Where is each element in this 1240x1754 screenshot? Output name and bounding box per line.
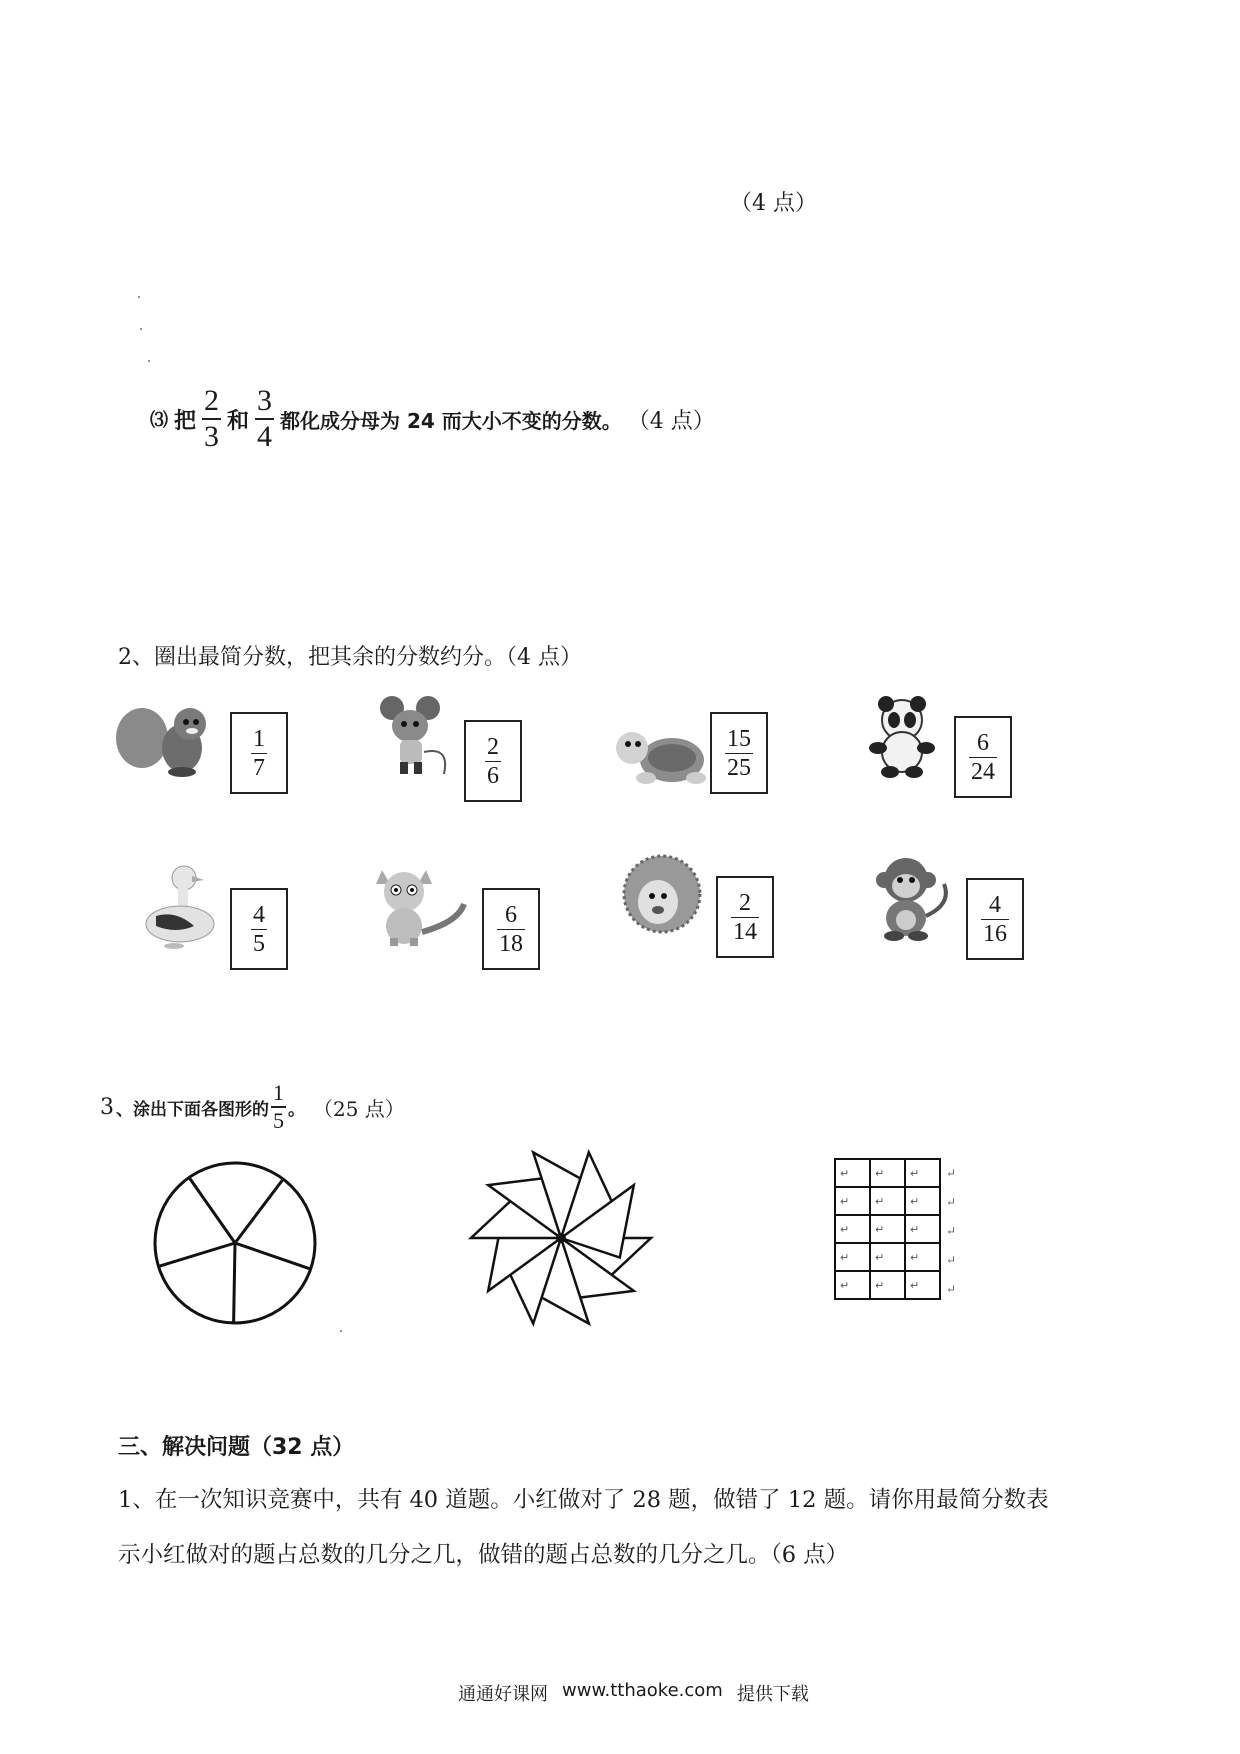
return-mark: ↵ [946,1282,957,1296]
squirrel-icon [112,700,212,790]
monkey-icon [864,856,964,946]
mouse-icon [370,696,470,786]
question-2-title: 2、圈出最简分数，把其余的分数约分。（4 点） [118,645,582,670]
section-3-title: 三、解决问题（32 点） [118,1435,355,1460]
return-mark: ↵ [946,1166,957,1180]
grid-cell[interactable]: ↵ [870,1187,905,1215]
section-3-question-1-line-2: 示小红做对的题占总数的几分之几，做错的题占总数的几分之几。（6 点） [118,1542,849,1568]
question-3-title [100,1082,405,1132]
footer [458,1680,809,1706]
fraction-box-squirrel[interactable] [230,712,288,794]
return-mark: ↵ [946,1195,957,1209]
grid-three-by-five [834,1158,941,1300]
grid-cell[interactable]: ↵ [835,1271,870,1299]
question-text: 都化成分母为 24 而大小不变的分数。 [280,408,622,433]
return-mark: ↵ [946,1253,957,1267]
footer-action: 提供下载 [736,1684,809,1705]
grid-cell[interactable]: ↵ [905,1215,940,1243]
grid-cell[interactable]: ↵ [870,1243,905,1271]
fraction-box-mouse[interactable] [464,720,522,802]
fraction-box-panda[interactable] [954,716,1012,798]
fraction: $\frac{4}{16}$ [983,891,1007,947]
fraction: $\frac{2}{6}$ [487,733,499,789]
grid-cell[interactable]: ↵ [905,1271,940,1299]
fraction-three-quarters: $\frac{3}{4}$ [257,384,273,453]
panda-icon [862,696,962,786]
grid-cell[interactable]: ↵ [835,1159,870,1187]
question-and: 和 [227,408,250,434]
section-3-question-1-line-1: 1、在一次知识竞赛中，共有 40 道题。小红做对了 28 题，做错了 12 题。请你用最简分数表 [118,1487,1049,1513]
duck-icon [136,864,236,954]
grid-cell[interactable]: ↵ [870,1271,905,1299]
fraction: $\frac{2}{14}$ [733,889,757,945]
question-3-number: 3 [100,1094,114,1120]
fraction: $\frac{6}{18}$ [499,901,523,957]
question-number: ⑶ [150,410,168,431]
turtle-icon [610,714,710,804]
pinwheel-star [466,1138,656,1338]
fraction: $\frac{15}{25}$ [727,725,751,781]
hedgehog-icon [618,852,718,942]
question-3-end: 。 [288,1099,305,1120]
circle-divided-five [150,1158,320,1328]
return-mark: ↵ [946,1224,957,1238]
grid-cell[interactable]: ↵ [870,1215,905,1243]
grid-cell[interactable]: ↵ [905,1159,940,1187]
fraction-box-cat[interactable] [482,888,540,970]
footer-site-name: 通通好课网 [458,1684,548,1705]
grid-cell[interactable]: ↵ [905,1187,940,1215]
fraction-one-fifth: $\frac{1}{5}$ [273,1080,284,1133]
question-3-text: 、涂出下面各图形的 [116,1099,269,1120]
grid-cell[interactable]: ↵ [905,1243,940,1271]
grid-cell[interactable]: ↵ [835,1215,870,1243]
grid-cell[interactable]: ↵ [835,1243,870,1271]
question-points: （4 点） [627,408,715,434]
fraction: $\frac{6}{24}$ [971,729,995,785]
fraction-box-monkey[interactable] [966,878,1024,960]
question-3-points: （25 点） [313,1096,405,1121]
fraction-box-duck[interactable] [230,888,288,970]
grid-cell[interactable]: ↵ [870,1159,905,1187]
grid-cell[interactable]: ↵ [835,1187,870,1215]
fraction: $\frac{4}{5}$ [253,901,265,957]
footer-url[interactable]: www.tthaoke.com [562,1680,723,1701]
fraction-box-hedgehog[interactable] [716,876,774,958]
cat-icon [368,862,468,952]
question-prefix: 把 [174,408,197,434]
fraction-box-turtle[interactable] [710,712,768,794]
fraction-two-thirds: $\frac{2}{3}$ [204,384,220,453]
fraction: $\frac{1}{7}$ [253,725,265,781]
top-points: （4 点） [730,191,817,216]
question-1-3 [150,386,715,452]
